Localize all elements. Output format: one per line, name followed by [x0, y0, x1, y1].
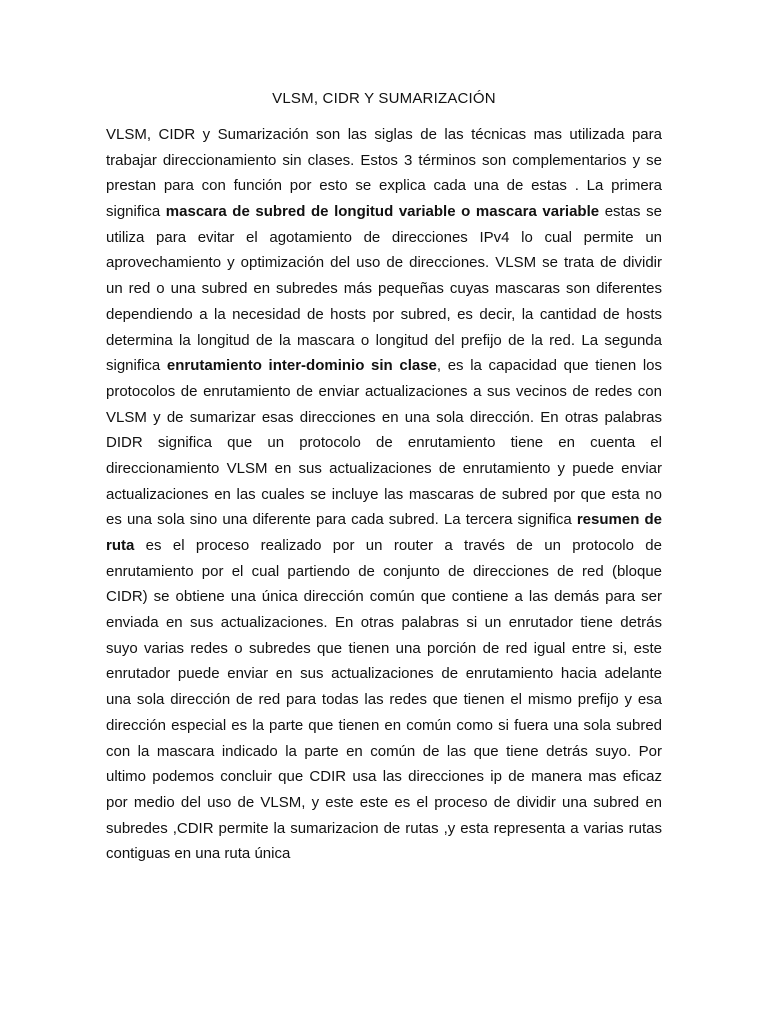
- paragraph-line: dirección especial es la parte que tienen en común como si fuera una sola subred: [106, 716, 662, 734]
- paragraph-line: enrutamiento por el cual partiendo de conjunto de direcciones de red (bloque: [106, 562, 662, 580]
- paragraph-line: con la mascara indicado la parte en común de las que tiene detrás suyo. Por: [106, 742, 662, 760]
- paragraph-line: prestan para con función por esto se explica cada una de estas . La primera: [106, 177, 662, 195]
- paragraph-line: direccionamiento VLSM en sus actualizaciones de enrutamiento y puede enviar: [106, 459, 662, 477]
- bold-term: enrutamiento inter-dominio sin clase: [166, 357, 437, 375]
- bold-term: resumen de: [576, 511, 662, 529]
- paragraph-line: es una sola sino una diferente para cada subred. La tercera significa resumen de: [106, 511, 662, 529]
- paragraph-line: suyo varias redes o subredes que tienen una porción de red igual entre si, este: [106, 639, 662, 657]
- paragraph-line: trabajar direccionamiento sin clases. Estos 3 términos son complementarios y se: [106, 151, 662, 169]
- paragraph-line: CIDR) se obtiene una única dirección común que contiene a las demás para ser: [106, 588, 662, 606]
- paragraph-line: enviada en sus actualizaciones. En otras palabras si un enrutador tiene detrás: [106, 614, 662, 632]
- paragraph-line: dependiendo a la necesidad de hosts por subred, es decir, la cantidad de hosts: [106, 305, 662, 323]
- paragraph-line: ruta es el proceso realizado por un router a través de un protocolo de: [106, 537, 662, 554]
- bold-term: ruta: [106, 537, 135, 554]
- paragraph-line: por medio del uso de VLSM, y este este es el proceso de dividir una subred en: [106, 793, 662, 811]
- paragraph-line: VLSM, CIDR y Sumarización son las siglas de las técnicas mas utilizada para: [106, 126, 662, 143]
- paragraph-line: determina la longitud de la mascara o longitud del prefijo de la red. La segunda: [106, 331, 662, 349]
- document-body: [106, 122, 662, 867]
- paragraph-line: DIDR significa que un protocolo de enrutamiento tiene en cuenta el: [106, 434, 662, 452]
- paragraph-line: un red o una subred en subredes más pequeñas cuyas mascaras son diferentes: [106, 280, 662, 298]
- document-title: VLSM, CIDR Y SUMARIZACIÓN: [272, 90, 496, 107]
- paragraph-line: subredes ,CDIR permite la sumarizacion de rutas ,y esta representa a varias rutas: [106, 819, 662, 837]
- paragraph-line: significa mascara de subred de longitud variable o mascara variable estas se: [106, 203, 663, 221]
- paragraph-line: VLSM y de sumarizar esas direcciones en una sola dirección. En otras palabras: [106, 408, 662, 426]
- paragraph-line: significa enrutamiento inter-dominio sin clase, es la capacidad que tienen los: [106, 357, 662, 375]
- paragraph-line: enrutador puede enviar en sus actualizaciones de enrutamiento hacia adelante: [106, 665, 662, 683]
- paragraph-line: utiliza para evitar el agotamiento de direcciones IPv4 lo cual permite un: [106, 228, 662, 246]
- paragraph-line: una sola dirección de red para todas las redes que tienen el mismo prefijo y esa: [106, 691, 662, 709]
- paragraph-line: aprovechamiento y optimización del uso de direcciones. VLSM se trata de dividir: [106, 254, 662, 272]
- paragraph-line: actualizaciones en las cuales se incluye las mascaras de subred por que esta no: [106, 485, 662, 503]
- paragraph-line: protocolos de enrutamiento de enviar actualizaciones a sus vecinos de redes con: [106, 382, 662, 400]
- bold-term: mascara de subred de longitud variable o mascara variable: [165, 203, 600, 221]
- paragraph-line: contiguas en una ruta única: [106, 845, 291, 863]
- paragraph-line: ultimo podemos concluir que CDIR usa las direcciones ip de manera mas eficaz: [106, 768, 662, 786]
